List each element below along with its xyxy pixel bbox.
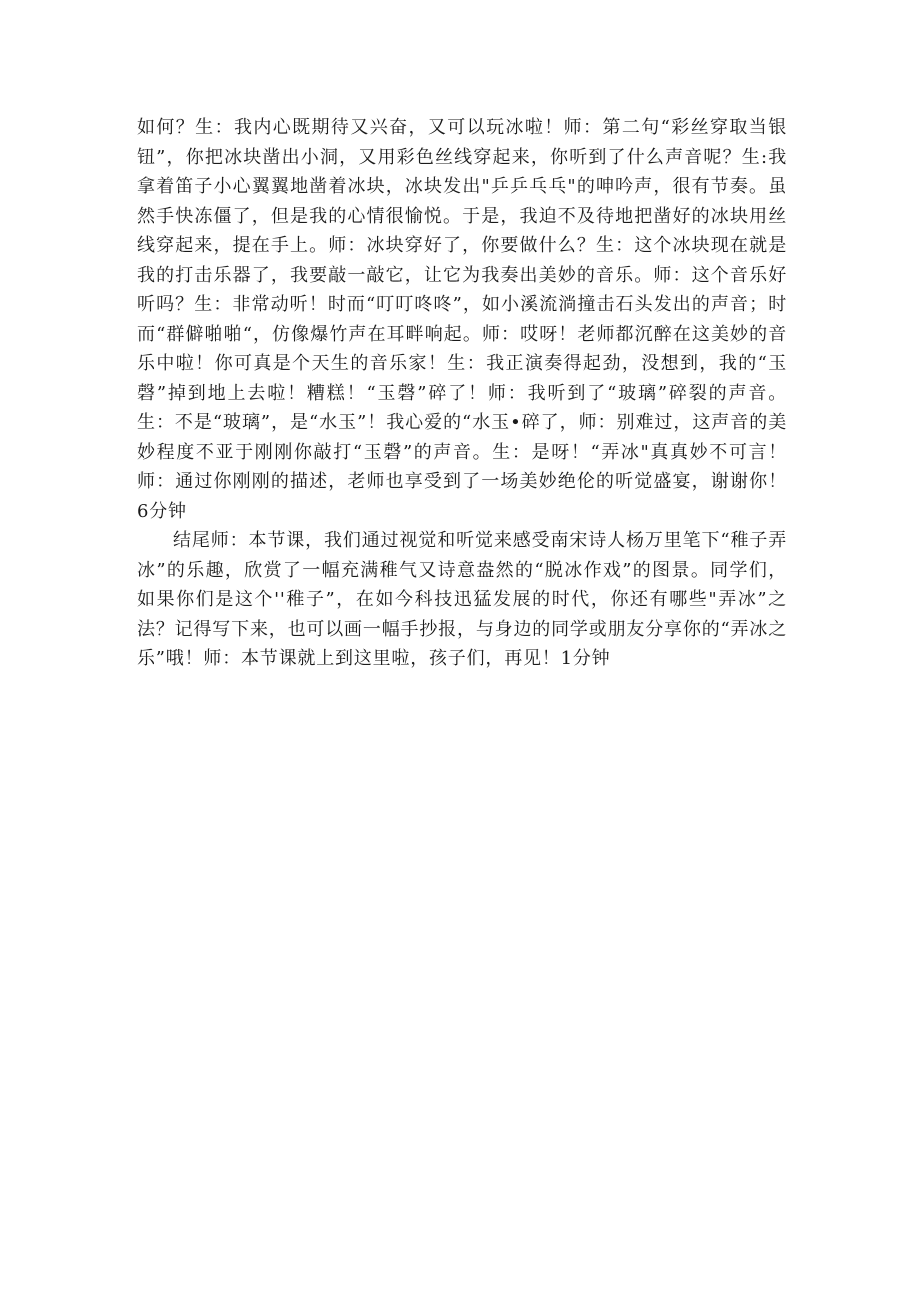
dialogue-paragraph: 如何？生：我内心既期待又兴奋，又可以玩冰啦！师：第二句“彩丝穿取当银钮”，你把冰块凿出小洞，又用彩色丝线穿起来，你听到了什么声音呢？生:我拿着笛子小心翼翼地凿着冰块，冰块发出"乒乒乓乓"的呻吟声，很有节奏。虽然手快冻僵了，但是我的心情很愉悦。于是，我迫不及待地把凿好的冰块用丝线穿起来，提在手上。师：冰块穿好了，你要做什么？生：这个冰块现在就是我的打击乐器了，我要敲一敲它，让它为我奏出美妙的音乐。师：这个音乐好听吗？生：非常动听！时而“叮叮咚咚”，如小溪流淌撞击石头发出的声音；时而“群僻啪啪“，仿像爆竹声在耳畔响起。师：哎呀！老师都沉醉在这美妙的音乐中啦！你可真是个天生的音乐家！生：我正演奏得起劲，没想到，我的“玉磬”掉到地上去啦！糟糕！“玉磬”碎了！师：我听到了“玻璃”碎裂的声音。生：不是“玻璃”，是“水玉”！我心爱的“水玉•碎了，师：别难过，这声音的美妙程度不亚于刚刚你敲打“玉磬”的声音。生：是呀！“弄冰"真真妙不可言！师：通过你刚刚的描述，老师也享受到了一场美妙绝伦的听觉盛宴，谢谢你！6分钟 [137,117,787,522]
body-text [137,113,787,674]
closing-paragraph: 结尾师：本节课，我们通过视觉和听觉来感受南宋诗人杨万里笔下“稚子弄冰”的乐趣，欣赏了一幅充满稚气又诗意盎然的“脱冰作戏”的图景。同学们，如果你们是这个''稚子”，在如今科技迅猛发展的时代，你还有哪些"弄冰”之法？记得写下来，也可以画一幅手抄报，与身边的同学或朋友分享你的“弄冰之乐”哦！师：本节课就上到这里啦，孩子们，再见！1分钟 [137,530,787,669]
